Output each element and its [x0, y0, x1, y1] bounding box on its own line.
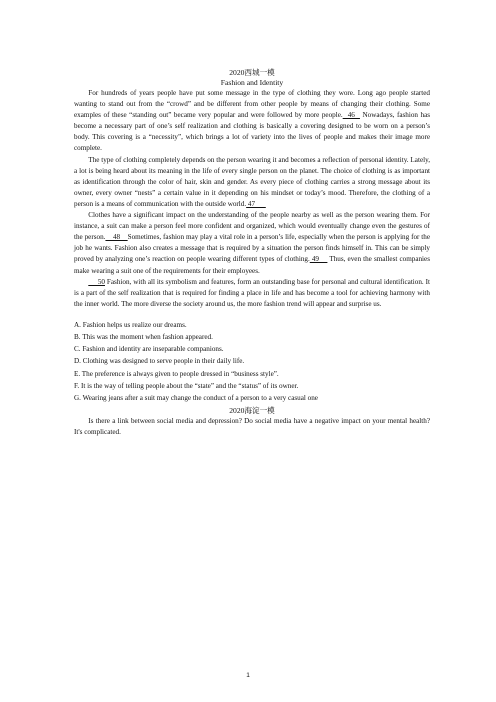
option-e: E. The preference is always given to people dressed in “business style”.	[74, 369, 279, 378]
blank-49[interactable]: 49	[309, 255, 328, 264]
option-d: D. Clothing was designed to serve people in their daily life.	[74, 357, 245, 366]
source-heading-2: 2020海淀一模	[229, 406, 275, 416]
option-f: F. It is the way of telling people about the “state” and the “status” of its owner.	[74, 381, 299, 390]
option-a: A. Fashion helps us realize our dreams.	[74, 320, 187, 329]
paragraph-3	[74, 210, 430, 277]
paragraph-text: Nowadays, fashion has become a necessary part of one’s self realization and clothing is basically a covering designed to be worn on a person’s body. This covering is a “necessity”, which brings a lot of variety into the lives of people and makes their image more complete.	[74, 111, 431, 153]
blank-48[interactable]: 48	[105, 233, 128, 242]
blank-50[interactable]: 50	[88, 277, 105, 286]
paragraph-4	[74, 277, 430, 310]
option-g: G. Wearing jeans after a suit may change the conduct of a person to a very casual one	[74, 394, 318, 403]
paragraph-5: Is there a link between social media and depression? Do social media have a negative impact on your mental health? It's complicated.	[74, 417, 430, 437]
blank-47[interactable]: 47	[246, 199, 266, 208]
option-b: B. This was the moment when fashion appeared.	[74, 333, 213, 342]
paragraph-text: Thus, even the smallest companies make wearing a suit one of the requirements for their employees.	[74, 255, 430, 275]
paragraph-text: Sometimes, fashion may play a vital role in a person’s life, especially when the person is applying for the job he wants. Fashion also creates a message that is required by a situation the person finds himself in. This can be simply proved by analyzing one’s reaction on people wearing different types of clothing.	[74, 233, 431, 264]
paragraph-2	[74, 155, 430, 210]
blank-46[interactable]: 46	[342, 111, 360, 120]
source-heading: 2020西城一模	[229, 68, 275, 77]
paragraph-text: For hundreds of years people have put some message in the type of clothing they wore. Long ago people started wanting to stand out from the “crowd” and be different from other people by means of changing their clothing. Some examples of these “standing out” became very popular and were followed by more people.	[74, 89, 430, 120]
page-number: 1	[246, 672, 250, 679]
article-title: Fashion and Identity	[220, 78, 284, 87]
paragraph-text: Fashion, with all its symbolism and features, form an outstanding base for personal and cultural identification. It is a part of the self realization that is required for finding a place in life and has become a tool for achieving harmony with the inner world. The more diverse the society around us, the more fashion trend will appear and surprise us.	[74, 277, 430, 308]
options-list	[74, 319, 430, 404]
option-c: C. Fashion and identity are inseparable companions.	[74, 345, 224, 354]
document-body	[74, 68, 430, 438]
paragraph-text: Clothes have a significant impact on the understanding of the people nearby as well as the person wearing them. For instance, a suit can make a person feel more confident and organized, which would eventually change even the gestures of the person.	[74, 211, 430, 242]
paragraph-1	[74, 88, 430, 155]
paragraph-text: The type of clothing completely depends on the person wearing it and becomes a reflection of personal identity. Lately, a lot is being heard about its meaning in the life of every single person on the planet. The choice of clothing is as important as identification through the color of hair, skin and gender. As every piece of clothing carries a strong message about its owner, every owner “nests” a certain value in it depending on his mindset or today’s mood. Therefore, the clothing of a person is a means of communication with the outside world.	[74, 155, 430, 208]
